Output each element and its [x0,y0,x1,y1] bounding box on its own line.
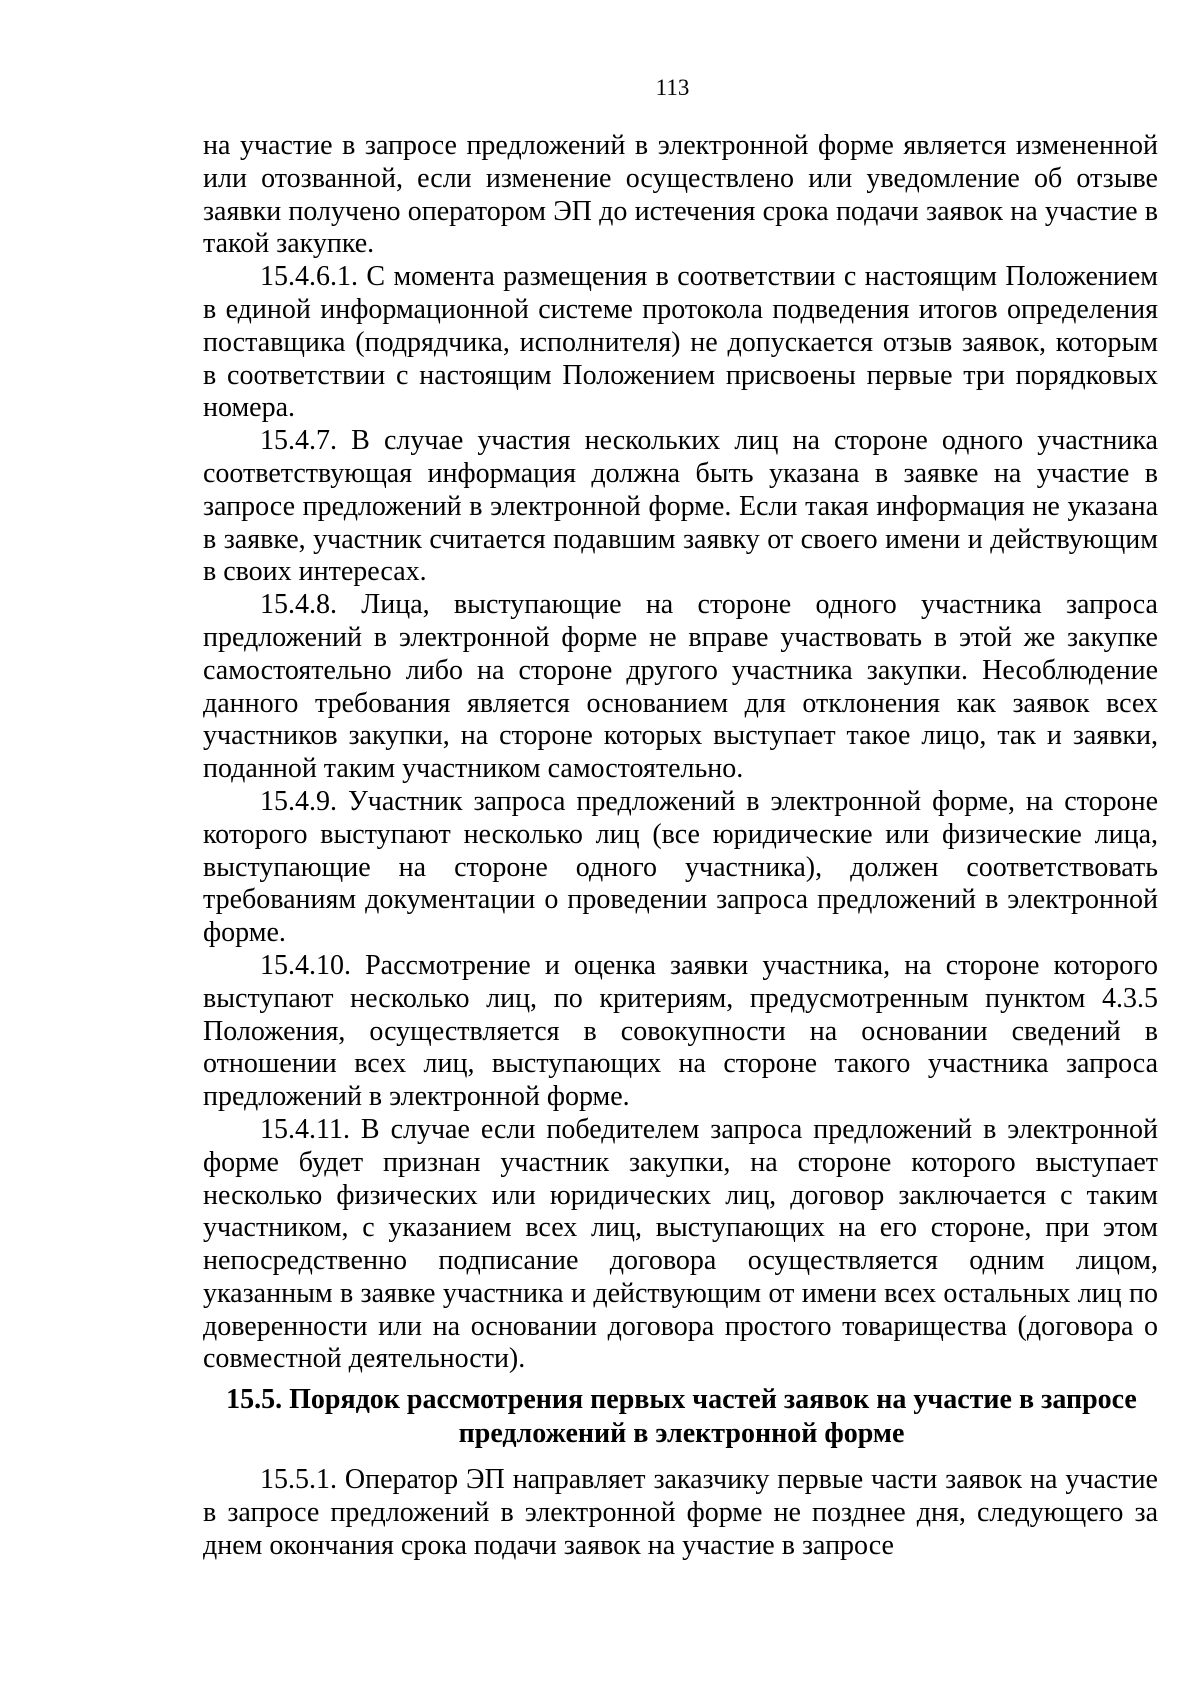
paragraph-15-4-11: 15.4.11. В случае если победителем запроса предложений в электронной форме будет признан участник закупки, на стороне которого выступает несколько физических или юридических лиц, договор заключается с таким участником, с указанием всех лиц, выступающих на его стороне, при этом непосредственно подписание договора осуществляется одним лицом, указанным в заявке участника и действующим от имени всех остальных лиц по доверенности или на основании договора простого товарищества (договора о совместной деятельности). [203,1113,1158,1375]
page-number: 113 [655,75,690,100]
paragraph-15-5-1: 15.5.1. Оператор ЭП направляет заказчику первые части заявок на участие в запросе предложений в электронной форме не позднее дня, следующего за днем окончания срока подачи заявок на участие в запросе [203,1464,1158,1561]
paragraph-15-4-7: 15.4.7. В случае участия нескольких лиц на стороне одного участника соответствующая информация должна быть указана в заявке на участие в запросе предложений в электронной форме. Если такая информация не указана в заявке, участник считается подавшим заявку от своего имени и действующим в своих интересах. [203,425,1158,588]
paragraph-continuation: на участие в запросе предложений в электронной форме является измененной или отозванной, если изменение осуществлено или уведомление об отзыве заявки получено оператором ЭП до истечения срока подачи заявок на участие в такой закупке. [203,130,1158,260]
paragraph-15-4-9: 15.4.9. Участник запроса предложений в электронной форме, на стороне которого выступают несколько лиц (все юридические или физические лица, выступающие на стороне одного участника), должен соответствовать требованиям документации о проведении запроса предложений в электронной форме. [203,785,1158,949]
paragraph-15-4-10: 15.4.10. Рассмотрение и оценка заявки участника, на стороне которого выступают несколько лиц, по критериям, предусмотренным пунктом 4.3.5 Положения, осуществляется в совокупности на основании сведений в отношении всех лиц, выступающих на стороне такого участника запроса предложений в электронной форме. [203,949,1158,1113]
paragraph-15-4-8: 15.4.8. Лица, выступающие на стороне одного участника запроса предложений в электронной форме не вправе участвовать в этой же закупке самостоятельно либо на стороне другого участника закупки. Несоблюдение данного требования является основанием для отклонения как заявок всех участников закупки, на стороне которых выступает такое лицо, так и заявки, поданной таким участником самостоятельно. [203,589,1158,785]
paragraph-15-4-6-1: 15.4.6.1. С момента размещения в соответствии с настоящим Положением в единой информационной системе протокола подведения итогов определения поставщика (подрядчика, исполнителя) не допускается отзыв заявок, которым в соответствии с настоящим Положением присвоены первые три порядковых номера. [203,261,1158,424]
section-heading-15-5: 15.5. Порядок рассмотрения первых частей заявок на участие в запросе предложений в электронной форме [226,1384,1137,1450]
document-body [203,130,1158,1563]
